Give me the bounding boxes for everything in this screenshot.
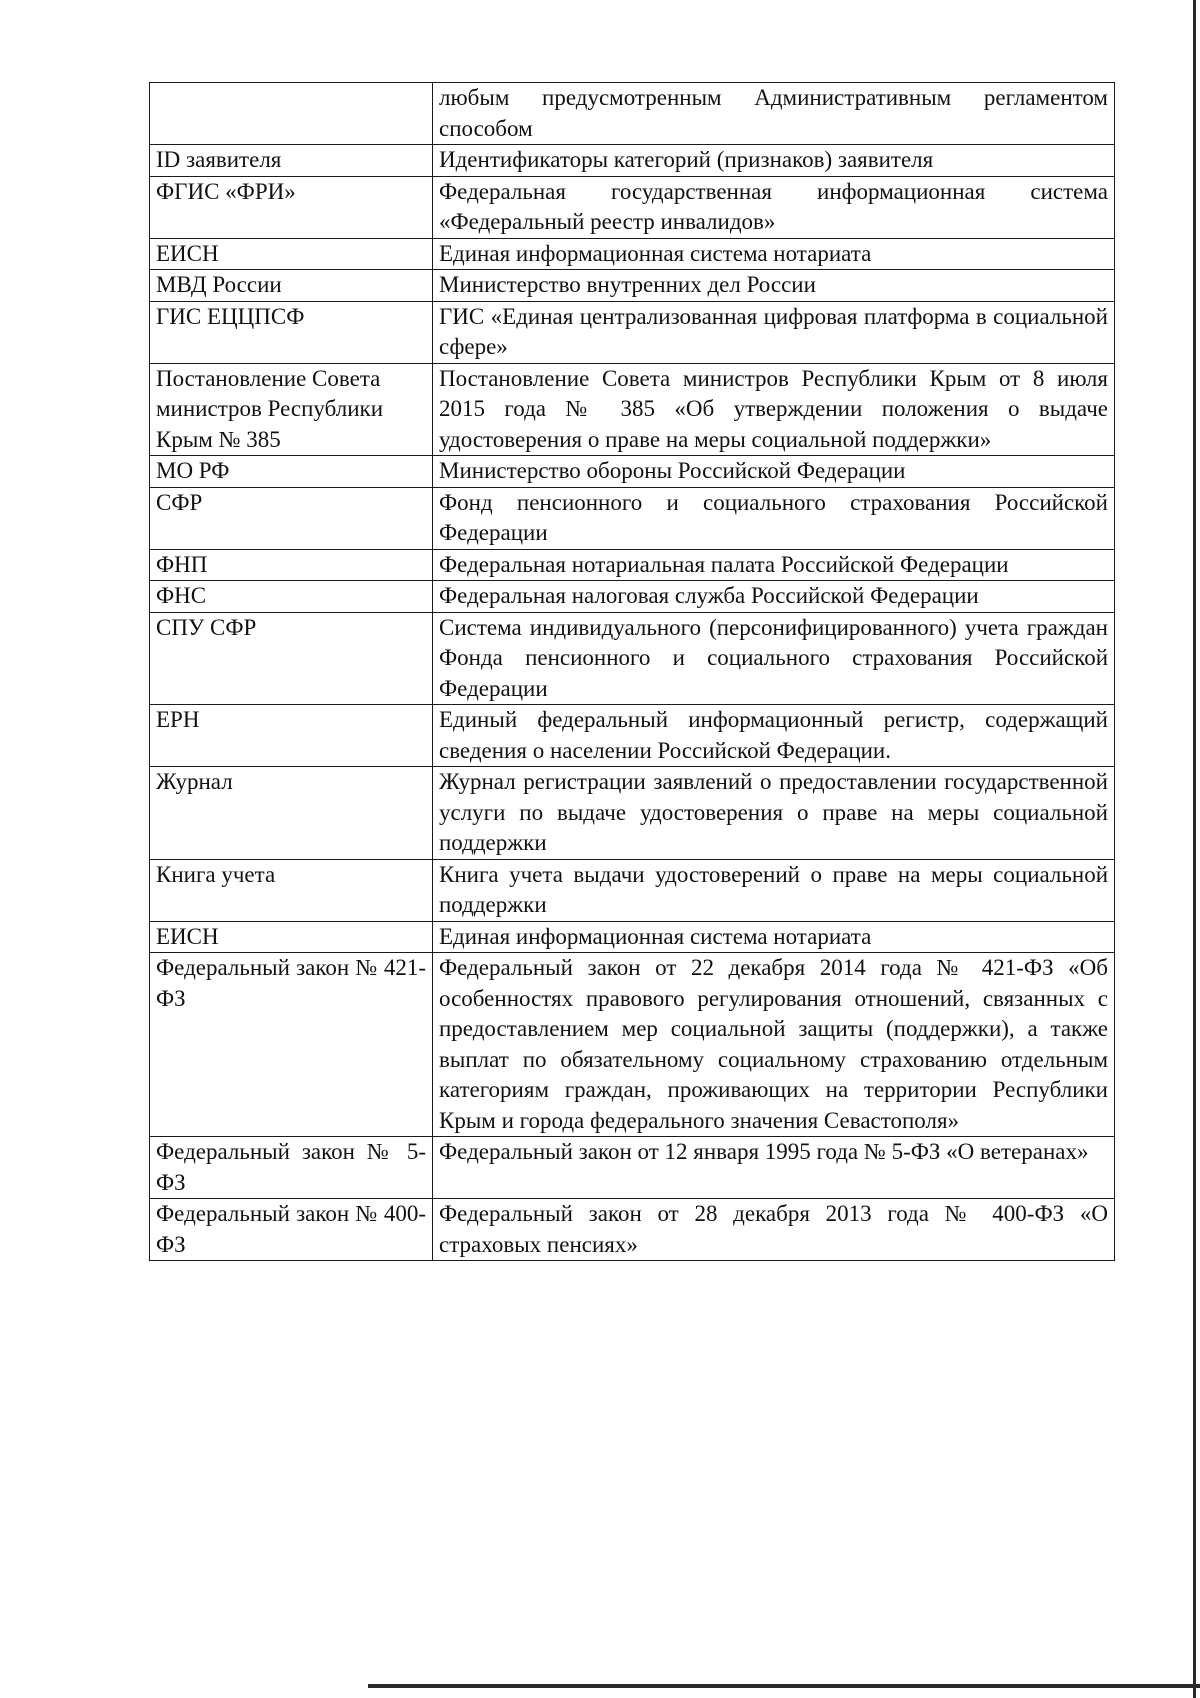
definition-cell: Книга учета выдачи удостоверений о праве на меры социальной поддержки [433, 859, 1115, 921]
table-row [150, 612, 1115, 705]
term-cell: ЕИСН [150, 238, 433, 270]
term-cell: Федеральный закон № 5-ФЗ [150, 1137, 433, 1199]
table-row [150, 1137, 1115, 1199]
term-cell: МО РФ [150, 456, 433, 488]
table-row [150, 705, 1115, 767]
table-row [150, 456, 1115, 488]
table-row [150, 145, 1115, 177]
table-row [150, 301, 1115, 363]
table-row [150, 238, 1115, 270]
table-row [150, 767, 1115, 860]
table-row [150, 549, 1115, 581]
table-row [150, 859, 1115, 921]
term-cell: Постановление Совета министров Республики Крым № 385 [150, 363, 433, 456]
definition-cell: Единый федеральный информационный регистр, содержащий сведения о населении Российской Федерации. [433, 705, 1115, 767]
term-cell: ЕРН [150, 705, 433, 767]
term-cell: ФГИС «ФРИ» [150, 176, 433, 238]
definition-cell: Единая информационная система нотариата [433, 238, 1115, 270]
page-edge-right [1193, 0, 1196, 1698]
table-row [150, 953, 1115, 1137]
term-cell: Журнал [150, 767, 433, 860]
definition-cell: Министерство внутренних дел России [433, 270, 1115, 302]
abbreviations-table [149, 82, 1115, 1261]
definition-cell: Система индивидуального (персонифицированного) учета граждан Фонда пенсионного и социального страхования Российской Федерации [433, 612, 1115, 705]
term-cell: Федеральный закон № 421-ФЗ [150, 953, 433, 1137]
definition-cell: Идентификаторы категорий (признаков) заявителя [433, 145, 1115, 177]
term-cell: МВД России [150, 270, 433, 302]
definition-cell: Фонд пенсионного и социального страхования Российской Федерации [433, 487, 1115, 549]
table-row [150, 581, 1115, 613]
table-row [150, 176, 1115, 238]
table-row [150, 487, 1115, 549]
definition-cell: Единая информационная система нотариата [433, 921, 1115, 953]
definition-cell: Федеральный закон от 28 декабря 2013 года № 400-ФЗ «О страховых пенсиях» [433, 1199, 1115, 1261]
definition-cell: Федеральная нотариальная палата Российской Федерации [433, 549, 1115, 581]
term-cell: СФР [150, 487, 433, 549]
term-cell: ID заявителя [150, 145, 433, 177]
table-row [150, 363, 1115, 456]
definition-cell: Федеральный закон от 22 декабря 2014 года № 421-ФЗ «Об особенностях правового регулирования отношений, связанных с предоставлением мер социальной защиты (поддержки), а также выплат по обязательному социальному страхованию отдельным категориям граждан, проживающих на территории Республики Крым и города федерального значения Севастополя» [433, 953, 1115, 1137]
definition-cell: любым предусмотренным Административным регламентом способом [433, 83, 1115, 145]
definition-cell: Федеральная налоговая служба Российской Федерации [433, 581, 1115, 613]
table-row [150, 1199, 1115, 1261]
term-cell: ГИС ЕЦЦПСФ [150, 301, 433, 363]
page-edge-bottom [368, 1684, 1200, 1688]
term-cell: ФНС [150, 581, 433, 613]
table-row [150, 83, 1115, 145]
definition-cell: Федеральная государственная информационная система «Федеральный реестр инвалидов» [433, 176, 1115, 238]
term-cell: Федеральный закон № 400-ФЗ [150, 1199, 433, 1261]
term-cell [150, 83, 433, 145]
definition-cell: Постановление Совета министров Республики Крым от 8 июля 2015 года № 385 «Об утверждении положения о выдаче удостоверения о праве на меры социальной поддержки» [433, 363, 1115, 456]
definition-cell: Федеральный закон от 12 января 1995 года № 5-ФЗ «О ветеранах» [433, 1137, 1115, 1199]
term-cell: ЕИСН [150, 921, 433, 953]
definition-cell: Журнал регистрации заявлений о предоставлении государственной услуги по выдаче удостоверения о праве на меры социальной поддержки [433, 767, 1115, 860]
definition-cell: ГИС «Единая централизованная цифровая платформа в социальной сфере» [433, 301, 1115, 363]
term-cell: СПУ СФР [150, 612, 433, 705]
term-cell: Книга учета [150, 859, 433, 921]
definition-cell: Министерство обороны Российской Федерации [433, 456, 1115, 488]
term-cell: ФНП [150, 549, 433, 581]
table-row [150, 270, 1115, 302]
table-row [150, 921, 1115, 953]
